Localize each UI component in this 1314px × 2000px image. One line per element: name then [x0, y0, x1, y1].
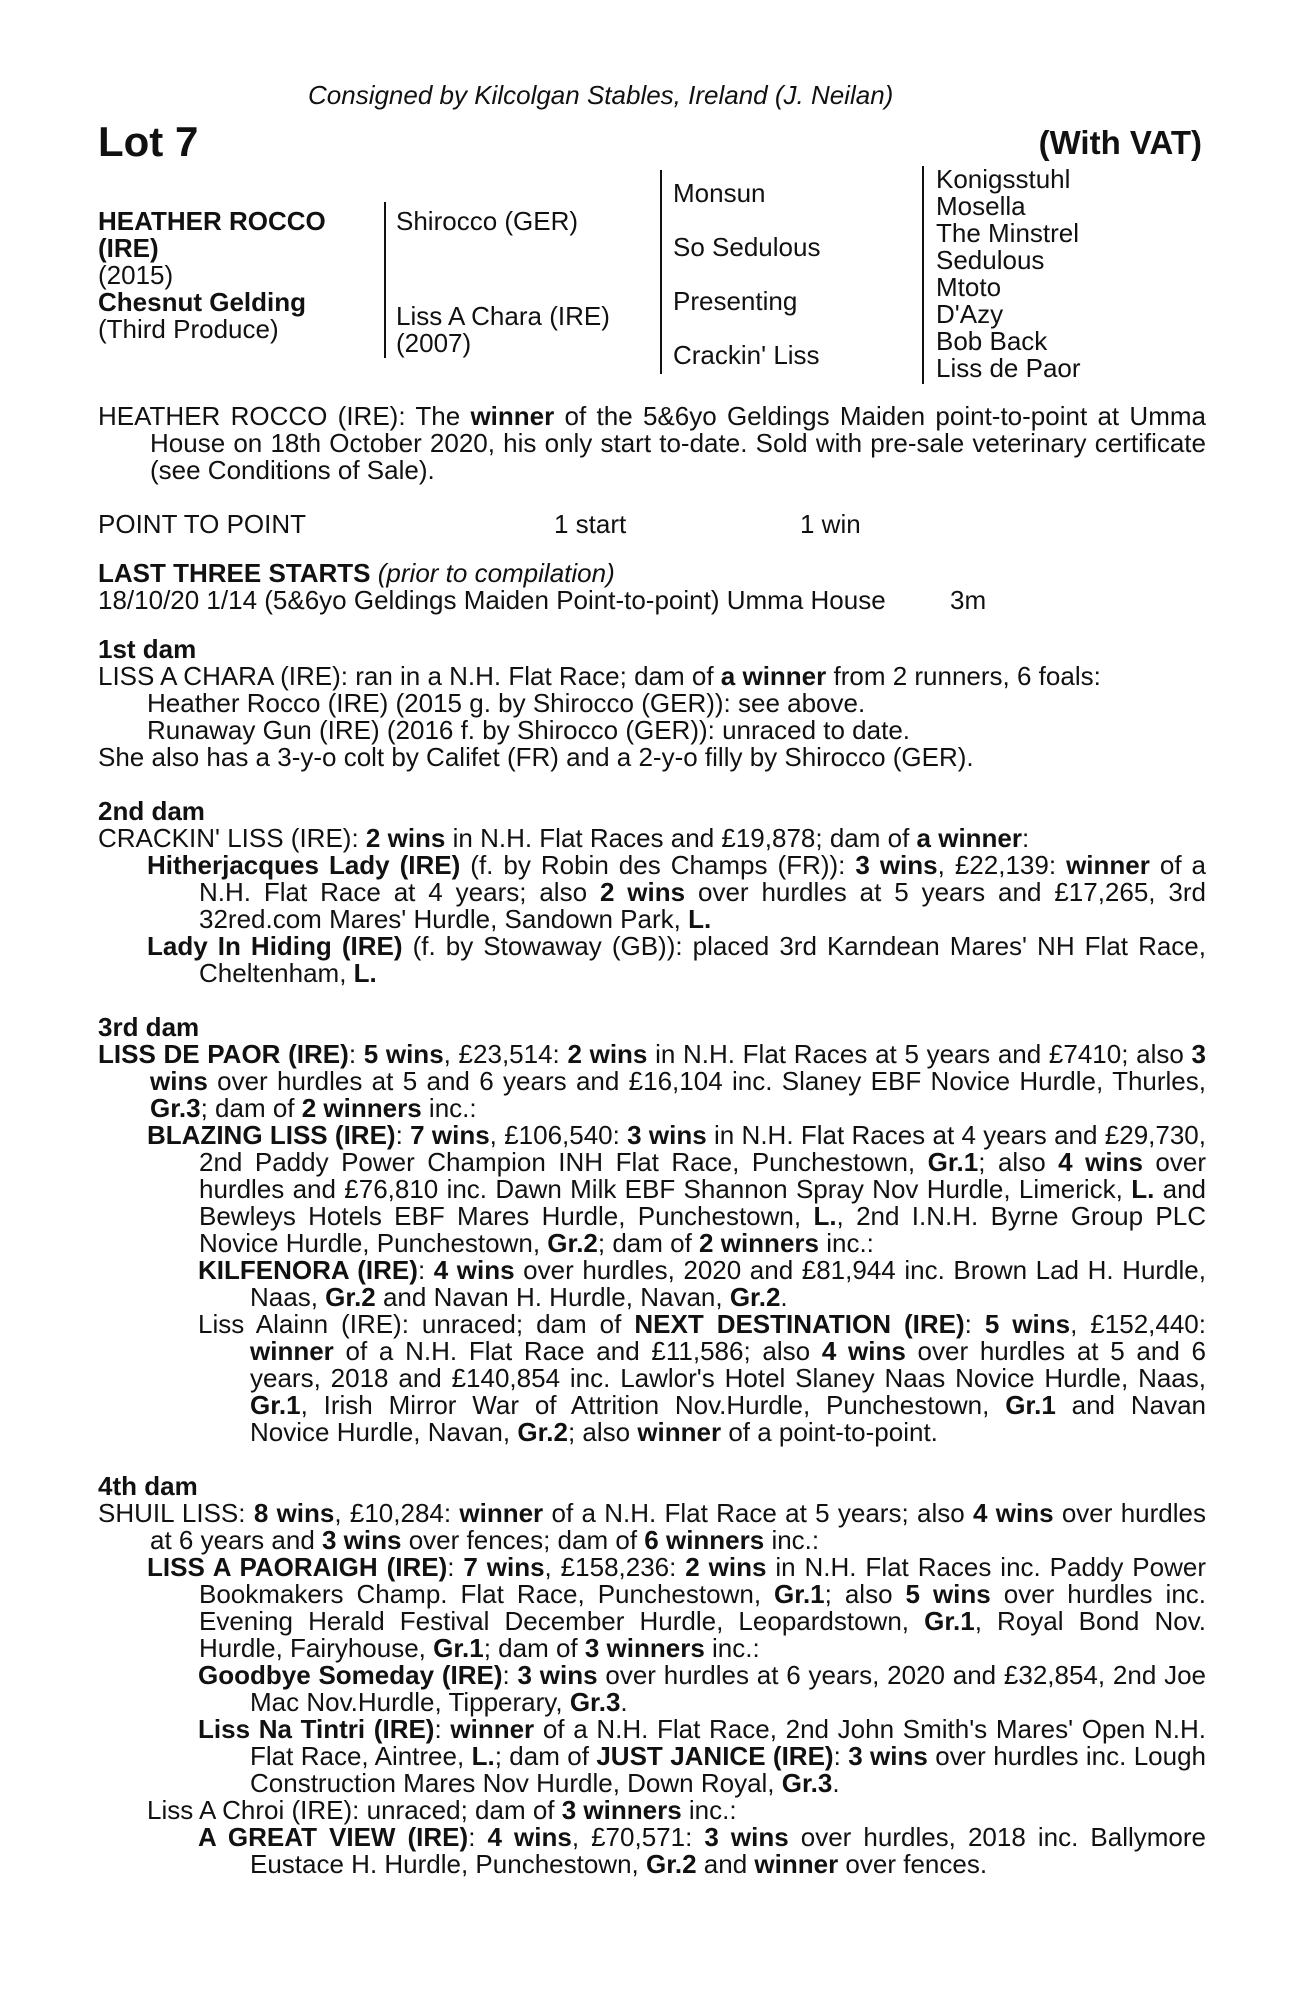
consignor-line: Consigned by Kilcolgan Stables, Ireland (J. Neilan) [308, 80, 894, 110]
dam-name: Liss A Chara (IRE) [396, 301, 610, 331]
fourth-dam-grandproduce: A GREAT VIEW (IRE): 4 wins, £70,571: 3 wins over hurdles, 2018 inc. Ballymore Eustace H. Hurdle, Punchestown, Gr.2 and winner over fences. [198, 1822, 1206, 1879]
third-dam-grandproduce: Liss Alainn (IRE): unraced; dam of NEXT DESTINATION (IRE): 5 wins, £152,440: winner of a N.H. Flat Race and £11,586; also 4 wins over hurdles at 5 and 6 years, 2018 and £140,854 inc. Lawlor's Hotel Slaney Naas Novice Hurdle, Naas, Gr.1, Irish Mirror War of Attrition Nov.Hurdle, Punchestown, Gr.1 and Navan Novice Hurdle, Navan, Gr.2; also winner of a point-to-point. [198, 1309, 1206, 1447]
record-label: POINT TO POINT [98, 509, 307, 539]
third-generation [936, 166, 1081, 382]
sire: Shirocco (GER) [396, 206, 579, 236]
gen3-6: D'Azy [936, 299, 1004, 329]
gen3-3: The Minstrel [936, 218, 1080, 248]
horse-name-line1: HEATHER ROCCO [98, 206, 326, 236]
record-starts: 1 start [554, 509, 627, 539]
last-start-entry: 18/10/20 1/14 (5&6yo Geldings Maiden Point-to-point) Umma House 3m [98, 585, 987, 615]
gen3-4: Sedulous [936, 245, 1045, 275]
horse-name-line2: (IRE) [98, 233, 159, 263]
vat-note: (With VAT) [1038, 124, 1202, 161]
pedigree-divider-3 [922, 166, 924, 384]
race-record [98, 511, 1206, 538]
second-dam-text: CRACKIN' LISS (IRE): 2 wins in N.H. Flat Races and £19,878; dam of a winner: [98, 823, 1030, 853]
fourth-dam-grandproduce: Goodbye Someday (IRE): 3 wins over hurdles at 6 years, 2020 and £32,854, 2nd Joe Mac Nov.Hurdle, Tipperary, Gr.3. [198, 1660, 1206, 1717]
third-dam-text: LISS DE PAOR (IRE): 5 wins, £23,514: 2 wins in N.H. Flat Races at 5 years and £7410; also 3 wins over hurdles at 5 and 6 years and £16,104 inc. Slaney EBF Novice Hurdle, Thurles, Gr.3; dam of 2 winners inc.: [98, 1039, 1206, 1123]
last-three-heading: LAST THREE STARTS (prior to compilation) [98, 558, 615, 588]
second-dam-heading: 2nd dam [98, 796, 205, 826]
second-dam-produce: Hitherjacques Lady (IRE) (f. by Robin des Champs (FR)): 3 wins, £22,139: winner of a N.H. Flat Race at 4 years; also 2 wins over hurdles at 5 years and £17,265, 3rd 32red.com Mares' Hurdle, Sandown Park, L. [147, 850, 1207, 934]
first-dam-foal: Heather Rocco (IRE) (2015 g. by Shirocco (GER)): see above. [147, 688, 866, 718]
third-dam-produce: BLAZING LISS (IRE): 7 wins, £106,540: 3 wins in N.H. Flat Races at 4 years and £29,730, 2nd Paddy Power Champion INH Flat Race, Punchestown, Gr.1; also 4 wins over hurdles and £76,810 inc. Dawn Milk EBF Shannon Spray Nov Hurdle, Limerick, L. and Bewleys Hotels EBF Mares Hurdle, Punchestown, L., 2nd I.N.H. Byrne Group PLC Novice Hurdle, Punchestown, Gr.2; dam of 2 winners inc.: [147, 1120, 1207, 1258]
first-dam-foal: Runaway Gun (IRE) (2016 f. by Shirocco (GER)): unraced to date. [147, 715, 911, 745]
fourth-dam-text: SHUIL LISS: 8 wins, £10,284: winner of a N.H. Flat Race at 5 years; also 4 wins over hurdles at 6 years and 3 wins over fences; dam of 6 winners inc.: [98, 1498, 1206, 1555]
gen3-1: Konigsstuhl [936, 164, 1071, 194]
grandsire: Monsun [673, 178, 766, 208]
third-dam-heading: 3rd dam [98, 1012, 200, 1042]
catalogue-body [98, 403, 1206, 1878]
horse-summary: HEATHER ROCCO (IRE): The winner of the 5&6yo Geldings Maiden point-to-point at Umma House on 18th October 2020, his only start to-date. Sold with pre-sale veterinary certificate (see Conditions of Sale). [98, 401, 1206, 485]
gen3-2: Mosella [936, 191, 1026, 221]
dam-sire: Presenting [673, 286, 798, 316]
record-wins: 1 win [800, 509, 861, 539]
gen3-7: Bob Back [936, 326, 1048, 356]
lot-number: Lot 7 [98, 118, 199, 165]
fourth-dam-produce: Liss A Chroi (IRE): unraced; dam of 3 winners inc.: [147, 1795, 737, 1825]
first-dam-heading: 1st dam [98, 634, 197, 664]
horse-name [98, 208, 326, 343]
third-dam-grandproduce: KILFENORA (IRE): 4 wins over hurdles, 2020 and £81,944 inc. Brown Lad H. Hurdle, Naas, Gr.2 and Navan H. Hurdle, Navan, Gr.2. [198, 1255, 1206, 1312]
fourth-dam-heading: 4th dam [98, 1471, 198, 1501]
second-dam-produce: Lady In Hiding (IRE) (f. by Stowaway (GB)): placed 3rd Karndean Mares' NH Flat Race, Cheltenham, L. [147, 931, 1206, 988]
fourth-dam-grandproduce: Liss Na Tintri (IRE): winner of a N.H. Flat Race, 2nd John Smith's Mares' Open N.H. Flat Race, Aintree, L.; dam of JUST JANICE (IRE): 3 wins over hurdles inc. Lough Construction Mares Nov Hurdle, Down Royal, Gr.3. [198, 1714, 1206, 1798]
foaling-year: (2015) [98, 260, 174, 290]
first-dam-text: LISS A CHARA (IRE): ran in a N.H. Flat Race; dam of a winner from 2 runners, 6 foals: [98, 661, 1101, 691]
produce-note: (Third Produce) [98, 314, 279, 344]
granddam-sire-side: So Sedulous [673, 232, 821, 262]
horse-sex: Chesnut Gelding [98, 287, 306, 317]
second-dam: Crackin' Liss [673, 340, 820, 370]
pedigree-divider-1 [384, 202, 386, 358]
dam-year: (2007) [396, 328, 472, 358]
fourth-dam-produce: LISS A PAORAIGH (IRE): 7 wins, £158,236: 2 wins in N.H. Flat Races inc. Paddy Power Bookmakers Champ. Flat Race, Punchestown, Gr.1; also 5 wins over hurdles inc. Evening Herald Festival December Hurdle, Leopardstown, Gr.1, Royal Bond Nov. Hurdle, Fairyhouse, Gr.1; dam of 3 winners inc.: [147, 1552, 1207, 1663]
gen3-5: Mtoto [936, 272, 1002, 302]
pedigree-divider-2 [660, 170, 662, 374]
dam [396, 303, 610, 357]
gen3-8: Liss de Paor [936, 353, 1081, 383]
first-dam-also: She also has a 3-y-o colt by Califet (FR) and a 2-y-o filly by Shirocco (GER). [98, 742, 974, 772]
